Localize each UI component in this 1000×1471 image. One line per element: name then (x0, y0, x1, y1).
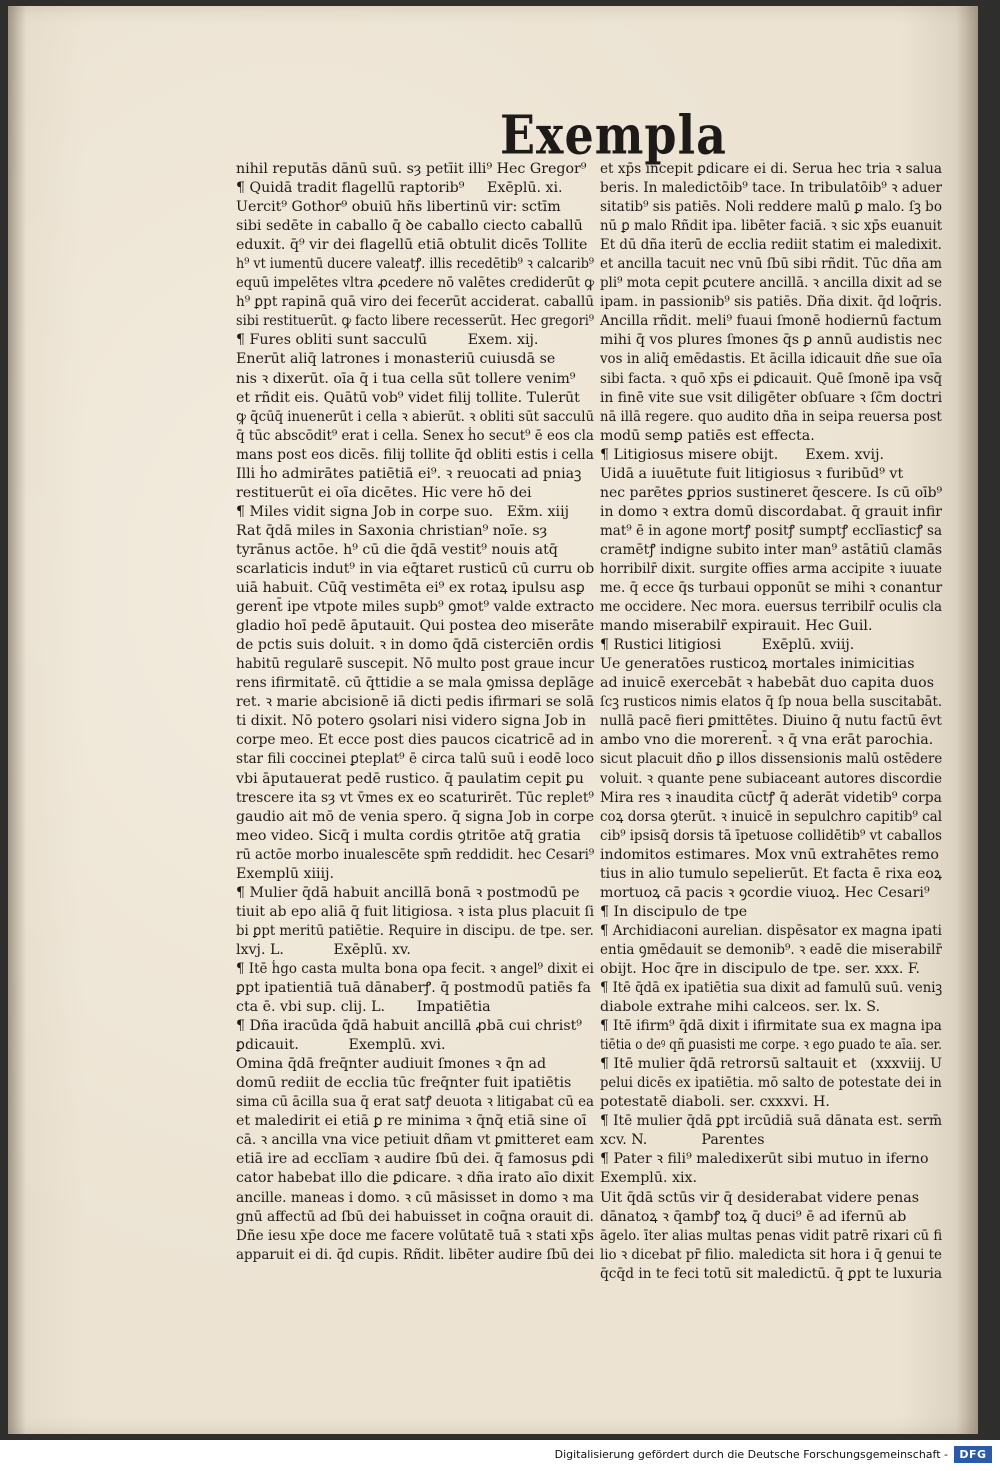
text-line (236, 941, 598, 960)
text-line (600, 827, 945, 846)
text-line (600, 408, 945, 427)
text-line (600, 522, 945, 541)
text-line (600, 1189, 945, 1208)
text-line (236, 598, 598, 617)
text-line-content: ¶ Mulier q̄dā habuit ancillā bonā ꝛ postmodū pe (236, 884, 580, 901)
text-line (236, 1227, 598, 1246)
text-line (236, 1055, 598, 1074)
text-line (236, 636, 598, 655)
text-line (236, 827, 598, 846)
text-line-content: obijt. Hoc q̄re in discipulo de tpe. ser. xxx. F. (600, 960, 921, 977)
text-line-content: cta ē. vbi sup. clij. L. Impatiētia (236, 999, 491, 1016)
text-line-content: eduxit. q̄⁹ vir dei flagellū etiā obtulit dicēs Tollite (236, 237, 588, 254)
text-line (236, 1150, 598, 1169)
right-text-column (600, 160, 945, 1284)
text-line-content: gladio hoī pedē āputauit. Qui postea deo miserāte (236, 618, 595, 635)
text-line-content: ¶ Miles vidit signa Job in corpe suo. Ex̄m. xiij (236, 503, 570, 520)
text-line (236, 370, 598, 389)
text-line-content: sima cū ācilla sua q̄ erat satꝭ deuota ꝛ litigabat cū ea (236, 1094, 594, 1111)
text-line (600, 884, 945, 903)
text-line-content: ¶ Itē mulier q̄dā ꝑpt ircūdiā suā dānata est. serm̄ (600, 1113, 943, 1130)
text-line (600, 674, 945, 693)
text-line (236, 446, 598, 465)
text-line (236, 770, 598, 789)
text-line-content: pelui dicēs ex ipatiētia. mō salto de potestate dei in (600, 1075, 942, 1092)
text-line-content: sibi restituerūt. ꝙ facto libere recesserūt. Hec gregori⁹ (236, 313, 594, 330)
text-line (600, 1169, 945, 1188)
text-line (600, 1055, 945, 1074)
text-line-content: q̄cq̄d in te feci totū sit maledictū. q̄ ꝑpt te luxuria (600, 1265, 943, 1282)
text-line (600, 922, 945, 941)
text-line (236, 731, 598, 750)
text-line (236, 255, 598, 274)
text-line (600, 198, 945, 217)
text-line (600, 636, 945, 655)
text-line (600, 503, 945, 522)
text-line (236, 503, 598, 522)
text-line (236, 579, 598, 598)
text-line (236, 1093, 598, 1112)
text-line-content: etiā ire ad ecclīam ꝛ audire ſbū dei. q̄ famosus ꝑdi (236, 1151, 594, 1168)
text-line-content: Ancilla rñdit. meli⁹ fuaui ſmonē hodiernū factum (600, 313, 942, 330)
text-line (600, 1227, 945, 1246)
text-line-content: āgelo. īter alias multas penas vidit patrē rixari cū fi (600, 1227, 943, 1244)
text-line (600, 770, 945, 789)
text-line (236, 427, 598, 446)
text-line-content: entia ꝯmēdauit se demonib⁹. ꝛ eadē die miserabilr̄ (600, 941, 942, 958)
text-line-content: ret. ꝛ marie abcisionē iā dicti pedis ifirmari se solā (236, 694, 595, 711)
text-line-content: nullā pacē fieri ꝑmittētes. Diuino q̄ nutu factū ēvt (600, 713, 942, 730)
text-line (600, 484, 945, 503)
text-line-content: gnū affectū ad ſbū dei habuisset in coq̄na orauit di. (236, 1208, 594, 1225)
text-line (236, 903, 598, 922)
text-line-content: mat⁹ ē in agone mortꝭ positꝭ sumptꝭ ecclīasticꝭ sa (600, 522, 943, 539)
text-line-content: ¶ Quidā tradit flagellū raptorib⁹ Exēplū. xi. (236, 180, 563, 197)
text-line-content: ꝑpt ipatientiā tuā dānaberꝭ. q̄ postmodū patiēs fa (236, 980, 591, 997)
text-line-content: rū actōe morbo inualescēte spm̄ reddidit. hec Cesari⁹ (236, 846, 595, 863)
text-line (236, 160, 598, 179)
text-line-content: coꝝ dorsa ꝯterūt. ꝛ inuicē in sepulchro capitib⁹ cal (600, 808, 942, 825)
text-line-content: bi ꝑpt meritū patiētie. Require in discipu. de tpe. ser. (236, 922, 594, 939)
text-line (600, 236, 945, 255)
text-line-content: nū ꝑ malo Rñdit ipa. libēter faciā. ꝛ sic xp̄s euanuit (600, 218, 943, 235)
text-line-content: tiētia o deꝰ qñ ꝑuasisti me corpe. ꝛ ego ꝑuado te aīa. ser. (600, 1037, 942, 1054)
text-line-content: domū rediit de ecclia tūc freq̄nter fuit ipatiētis (236, 1075, 572, 1092)
text-line-content: q̄ tūc abscōdit⁹ erat i cella. Senex ḣo secut⁹ ē eos cla (236, 427, 594, 444)
text-line-content: nec parētes ꝑprios sustineret q̄escere. Is cū oīb⁹ (600, 484, 943, 501)
text-line-content: nis ꝛ dixerūt. oīa q̄ i tua cella sūt tollere venim⁹ (236, 370, 576, 387)
text-line (236, 884, 598, 903)
text-line (600, 655, 945, 674)
text-line-content: apparuit ei di. q̄d cupis. Rñdit. libēter audire ſbū dei (236, 1246, 595, 1263)
text-line-content: cā. ꝛ ancilla vna vice petiuit dñam vt ꝑmitteret eam (236, 1132, 594, 1149)
text-line (600, 979, 945, 998)
text-line (600, 1150, 945, 1169)
text-line (600, 217, 945, 236)
text-line (236, 1131, 598, 1150)
text-line (236, 236, 598, 255)
text-line (600, 1246, 945, 1265)
text-line-content: tyrānus actōe. h⁹ cū die q̄dā vestit⁹ nouis atq̄ (236, 541, 558, 558)
dfg-logo: DFG (954, 1446, 992, 1463)
text-line-content: me. q̄ ecce q̄s turbaui opponūt se mihi ꝛ conantur (600, 580, 943, 597)
text-line-content: nā illā regere. quo audito dña in seipa reuersa post (600, 408, 942, 425)
text-line (600, 750, 945, 769)
text-line-content: in finē vite sue vsit diligēter obſuare ꝛ ſc̄m doctri (600, 389, 943, 406)
text-line-content: lio ꝛ dicebat pr̄ filio. maledicta sit hora i q̄ genui te (600, 1246, 942, 1263)
text-line (600, 293, 945, 312)
text-line-content: Dñe iesu xp̄e doce me facere volūtatē tuā ꝛ stati xp̄s (236, 1227, 594, 1244)
text-line (600, 274, 945, 293)
text-line (600, 160, 945, 179)
text-line-content: habitū regularē suscepit. Nō multo post graue incur (236, 656, 595, 673)
text-line (236, 674, 598, 693)
text-line (600, 350, 945, 369)
text-line-content: Ue generatōes rusticoꝝ mortales inimicitias (600, 656, 915, 673)
text-line (600, 846, 945, 865)
text-line (236, 712, 598, 731)
text-line (600, 1131, 945, 1150)
text-line (236, 484, 598, 503)
text-line (600, 1112, 945, 1131)
text-line-content: vbi āputauerat pedē rustico. q̄ paulatim cepit ꝑu (236, 770, 584, 787)
text-line-content: indomitos estimares. Mox vnū extrahētes remo (600, 846, 939, 863)
text-line (600, 1017, 945, 1036)
text-line-content: Rat q̄dā miles in Saxonia christian⁹ noīe. sȝ (236, 522, 548, 539)
text-line (600, 865, 945, 884)
text-line (236, 1208, 598, 1227)
text-line-content: mihi q̄ vos plures ſmones q̄s ꝑ annū audistis nec (600, 332, 943, 349)
text-line-content: ¶ Rustici litigiosi Exēplū. xviij. (600, 637, 855, 654)
text-line-content: ad inuicē exercebāt ꝛ habebāt duo capita duos (600, 675, 934, 692)
text-line (236, 217, 598, 236)
text-line-content: et rñdit eis. Quātū vob⁹ videt filij tollite. Tulerūt (236, 389, 580, 406)
text-line (236, 312, 598, 331)
text-line (236, 389, 598, 408)
text-line (236, 408, 598, 427)
text-line-content: corpe meo. Et ecce post dies paucos cicatricē ad in (236, 732, 594, 749)
text-line-content: Illi ḣo admirātes patiētiā ei⁹. ꝛ reuocati ad pniaꝫ (236, 465, 582, 482)
funding-credit: Digitalisierung gefördert durch die Deutsche Forschungsgemeinschaft - (554, 1448, 948, 1461)
text-line-content: Enerūt aliq̄ latrones i monasteriū cuiusdā se (236, 351, 556, 368)
text-line (600, 960, 945, 979)
text-line-content: lxvj. L. Exēplū. xv. (236, 941, 411, 958)
text-line (600, 541, 945, 560)
text-line (236, 1189, 598, 1208)
text-line (236, 331, 598, 350)
text-line-content: ¶ Archidiaconi aurelian. dispēsator ex magna ipati (600, 922, 942, 939)
text-line-content: cator habebat illo die ꝑdicare. ꝛ dña irato aīo dixit (236, 1170, 594, 1187)
page-edge-shadow (956, 6, 978, 1434)
text-line (236, 865, 598, 884)
text-line (600, 1265, 945, 1284)
text-line-content: Uercit⁹ Gothor⁹ obuiū hñs libertinū vir: sctīm (236, 199, 561, 216)
text-line-content: ¶ Itē ḣgo casta multa bona opa fecit. ꝛ angel⁹ dixit ei (236, 960, 594, 977)
text-line-content: beris. In maledictōib⁹ tace. In tribulatōib⁹ ꝛ aduer (600, 180, 942, 197)
text-line-content: ¶ Pater ꝛ fili⁹ maledixerūt sibi mutuo in iferno (600, 1151, 929, 1168)
text-line-content: tiuit ab epo aliā q̄ fuit litigiosa. ꝛ ista plus placuit ſi (236, 903, 595, 920)
text-line (600, 1208, 945, 1227)
text-line (236, 617, 598, 636)
text-line-content: ꝑdicauit. Exemplū. xvi. (236, 1037, 446, 1054)
text-line-content: potestatē diaboli. ser. cxxxvi. H. (600, 1094, 830, 1111)
text-line (600, 1074, 945, 1093)
text-line (236, 1246, 598, 1265)
left-text-column (236, 160, 598, 1265)
text-line (236, 522, 598, 541)
text-line-content: Mira res ꝛ inaudita cūctꝭ q̄ aderāt videtib⁹ corpa (600, 789, 942, 806)
text-line-content: mans post eos dicēs. filij tollite q̄d obliti estis i cella (236, 446, 594, 463)
text-line (600, 331, 945, 350)
text-line-content: mando miserabilr̄ expirauit. Hec Guil. (600, 618, 873, 635)
text-line-content: ¶ Litigiosus misere obijt. Exem. xvij. (600, 446, 884, 463)
text-line (236, 750, 598, 769)
text-line (600, 712, 945, 731)
text-line-content: vos in aliq̄ emēdastis. Et ācilla idicauit dñe sue oīa (600, 351, 943, 368)
text-line-content: nihil reputās dānū suū. sȝ petīit illi⁹ Hec Gregor⁹ (236, 161, 587, 177)
text-line-content: equū impelētes vltra ꝓcedere nō valētes crediderūt ꝙ (236, 275, 595, 292)
text-line-content: ¶ Fures obliti sunt sacculū Exem. xij. (236, 332, 539, 349)
text-line-content: ti dixit. Nō potero ꝯsolari nisi videro signa Job in (236, 713, 586, 730)
text-line-content: mortuoꝝ cā pacis ꝛ ꝯcordie viuoꝝ. Hec Cesari⁹ (600, 884, 930, 901)
text-line-content: cramētꝭ indigne subito inter man⁹ astātiū clamās (600, 541, 943, 558)
text-line-content: cib⁹ ipsisq̄ dorsis tā īpetuose collidētib⁹ vt caballos (600, 827, 942, 844)
text-line (236, 198, 598, 217)
text-line-content: et xp̄s incepit ꝑdicare ei di. Serua hec tria ꝛ salua (600, 161, 942, 177)
text-line-content: sibi sedēte in caballo q̄ ꝺe caballo ciecto caballū (236, 218, 583, 235)
text-line (600, 255, 945, 274)
text-line (600, 560, 945, 579)
text-line-content: restituerūt ei oīa dicētes. Hic vere hō dei (236, 484, 532, 501)
text-line (236, 179, 598, 198)
text-line-content: ꝙ q̄cūq̄ inuenerūt i cella ꝛ abierūt. ꝛ obliti sūt sacculū (236, 408, 595, 425)
text-line (600, 998, 945, 1017)
text-line-content: Uidā a iuuētute fuit litigiosus ꝛ furibūd⁹ vt (600, 465, 904, 482)
text-line-content: Et dū dña iterū de ecclia rediit statim ei maledixit. (600, 237, 942, 254)
text-line-content: Uit q̄dā sctūs vir q̄ desiderabat videre penas (600, 1189, 919, 1206)
text-line-content: de pctis suis doluit. ꝛ in domo q̄dā cisterciēn ordis (236, 637, 594, 654)
text-line (236, 789, 598, 808)
text-line-content: et ancilla tacuit nec vnū ſbū sibi rñdit. Tūc dña am (600, 256, 943, 273)
text-line (600, 179, 945, 198)
text-line-content: xcv. N. Parentes (600, 1132, 765, 1149)
text-line-content: modū semꝑ patiēs est effecta. (600, 427, 815, 444)
text-line (600, 1036, 945, 1055)
text-line (600, 808, 945, 827)
text-line (600, 693, 945, 712)
text-line-content: et maledirit ei etiā ꝑ re minima ꝛ q̄nq̄ etiā sine oī (236, 1113, 587, 1130)
text-line (236, 293, 598, 312)
text-line-content: star fili coccinei ꝑteplat⁹ ē circa talū suū i eodē loco (236, 751, 595, 768)
text-line (236, 274, 598, 293)
text-line-content: Exemplū. xix. (600, 1170, 698, 1187)
text-line (600, 903, 945, 922)
text-line-content: ancille. maneas i domo. ꝛ cū māsisset in domo ꝛ ma (236, 1189, 594, 1206)
text-line-content: sicut placuit dño ꝑ illos dissensionis malū ostēdere (600, 751, 943, 768)
text-line-content: horribilr̄ dixit. surgite offies arma accipite ꝛ iuuate (600, 560, 943, 577)
text-line (236, 960, 598, 979)
text-line (600, 389, 945, 408)
text-line (236, 846, 598, 865)
text-line-content: h⁹ vt iumentū ducere valeatꝭ. illis recedētib⁹ ꝛ calcarib⁹ (236, 256, 595, 273)
text-line-content: in domo ꝛ extra domū discordabat. q̄ grauit infir (600, 503, 943, 520)
text-line (236, 465, 598, 484)
text-line (236, 693, 598, 712)
text-line-content: ¶ In discipulo de tpe (600, 903, 748, 920)
text-line (236, 1036, 598, 1055)
text-line (236, 1017, 598, 1036)
text-line-content: uiā habuit. Cūq̄ vestimēta ei⁹ ex rotaꝝ ipulsu asꝑ (236, 580, 585, 597)
text-line (600, 579, 945, 598)
text-line-content: gaudio ait mō de venia spero. q̄ signa Job in corpe (236, 808, 595, 825)
text-line-content: ¶ Dña iracūda q̄dā habuit ancillā ꝓbā cui christ⁹ (236, 1018, 582, 1035)
text-line-content: rens ifirmitatē. cū q̄ttidie a se mala ꝯmissa deplāge (236, 675, 595, 692)
text-line-content: ſcꝫ rusticos nimis elatos q̄ ſp noua bella suscitabāt. (600, 694, 943, 711)
text-line (600, 941, 945, 960)
text-line-content: ambo vno die morerent̄. ꝛ q̄ vna erāt parochia. (600, 732, 934, 749)
text-line (236, 1169, 598, 1188)
text-line-content: tius in alio tumulo sepelierūt. Et facta ē rixa eoꝝ (600, 865, 942, 882)
text-line-content: ¶ Itē ifirm⁹ q̄dā dixit i ifirmitate sua ex magna ipa (600, 1018, 942, 1035)
text-line (236, 350, 598, 369)
text-line (236, 979, 598, 998)
text-line (236, 655, 598, 674)
text-line (236, 922, 598, 941)
text-line-content: me occidere. Nec mora. euersus terribilr̄ oculis cla (600, 599, 942, 616)
footer-bar (0, 1440, 1000, 1471)
text-line-content: h⁹ ꝑpt rapinā quā viro dei fecerūt acciderat. caballū (236, 294, 595, 311)
text-line-content: sitatib⁹ sis patiēs. Noli reddere malū ꝑ malo. ſꝫ bo (600, 199, 942, 216)
text-line (236, 541, 598, 560)
text-line-content: gerent̄ ipe vtpote miles supb⁹ ꝯmot⁹ valde extracto (236, 599, 595, 616)
text-line-content: voluit. ꝛ quante pene subiaceant autores discordie (600, 770, 943, 787)
gutter-shadow (8, 6, 26, 1434)
text-line-content: ¶ Itē mulier q̄dā retrorsū saltauit et (xxxviij. U (600, 1056, 943, 1073)
text-line (600, 446, 945, 465)
text-line-content: pli⁹ mota cepit ꝑcutere ancillā. ꝛ ancilla dixit ad se (600, 275, 943, 292)
text-line-content: diabole extrahe mihi calceos. ser. lx. S. (600, 999, 881, 1016)
text-line-content: meo video. Sicq̄ i multa cordis ꝯtritōe atq̄ gratia (236, 827, 581, 844)
text-line (600, 598, 945, 617)
text-line (236, 998, 598, 1017)
text-line-content: Exemplū xiiij. (236, 865, 334, 882)
text-line (600, 465, 945, 484)
text-line-content: sibi facta. ꝛ quō xp̄s ei ꝑdicauit. Quē ſmonē ipa vsq̄ (600, 370, 943, 387)
text-line-content: ipam. in passionib⁹ sis patiēs. Dña dixit. q̄d loq̄ris. (600, 294, 943, 311)
text-line (236, 1074, 598, 1093)
text-line (236, 560, 598, 579)
text-line (236, 808, 598, 827)
text-line (600, 1093, 945, 1112)
text-line (600, 617, 945, 636)
text-line (600, 370, 945, 389)
text-line (600, 427, 945, 446)
text-line-content: Omina q̄dā freq̄nter audiuit ſmones ꝛ q̄n ad (236, 1056, 547, 1073)
text-line-content: scarlaticis indut⁹ in via eq̄taret rusticū cū curru ob (236, 560, 595, 577)
running-head: Exempla (500, 103, 727, 167)
text-line (600, 789, 945, 808)
text-line (600, 312, 945, 331)
text-line (236, 1112, 598, 1131)
text-line-content: ¶ Itē q̄dā ex ipatiētia sua dixit ad famulū suū. veniꝫ (600, 980, 943, 997)
text-line-content: dānatoꝝ ꝛ q̄ambꝭ toꝝ q̄ duci⁹ ē ad ifernū ab (600, 1208, 907, 1225)
text-line-content: trescere ita sȝ vt v̄mes ex eo scaturirēt. Tūc replet⁹ (236, 789, 594, 806)
text-line (600, 731, 945, 750)
